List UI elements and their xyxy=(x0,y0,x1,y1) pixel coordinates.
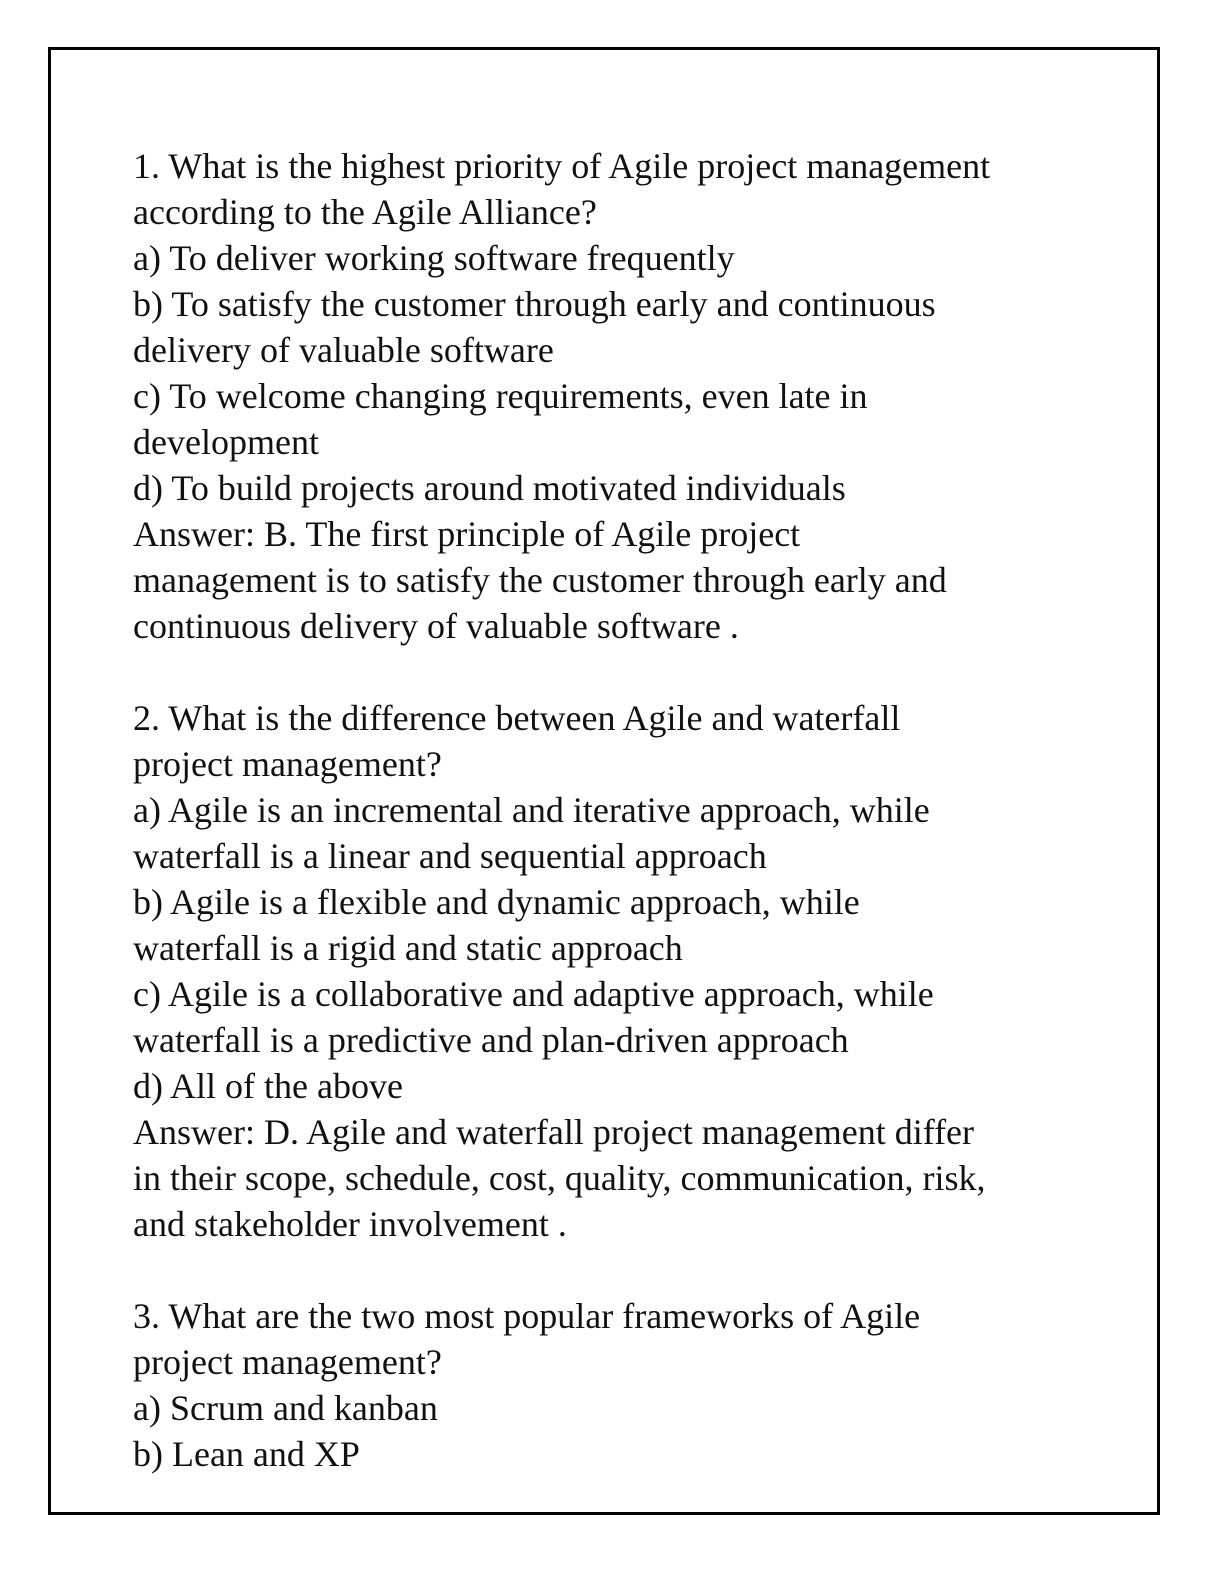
question-2-option-a-line-1: a) Agile is an incremental and iterative approach, while xyxy=(133,790,930,830)
paragraph-gap xyxy=(133,1247,1123,1293)
question-3-text-line-1: 3. What are the two most popular frameworks of Agile xyxy=(133,1296,921,1336)
question-1-option-b-line-1: b) To satisfy the customer through early and continuous xyxy=(133,284,936,324)
question-1-option-c-line-2: development xyxy=(133,422,319,462)
paragraph-gap xyxy=(133,649,1123,695)
quiz-content xyxy=(133,143,1123,1477)
question-block-2 xyxy=(133,695,1123,1247)
question-2-text-line-1: 2. What is the difference between Agile and waterfall xyxy=(133,698,901,738)
question-2-option-b-line-2: waterfall is a rigid and static approach xyxy=(133,928,683,968)
question-1-option-b-line-2: delivery of valuable software xyxy=(133,330,554,370)
question-2-option-a-line-2: waterfall is a linear and sequential approach xyxy=(133,836,767,876)
question-3-option-b: b) Lean and XP xyxy=(133,1434,360,1474)
question-2-option-d: d) All of the above xyxy=(133,1066,403,1106)
question-1-option-d: d) To build projects around motivated individuals xyxy=(133,468,846,508)
question-1-answer-line-2: management is to satisfy the customer through early and xyxy=(133,560,947,600)
question-3-text-line-2: project management? xyxy=(133,1342,442,1382)
question-2-option-c-line-1: c) Agile is a collaborative and adaptive approach, while xyxy=(133,974,934,1014)
question-1-answer-line-3: continuous delivery of valuable software . xyxy=(133,606,739,646)
question-2-answer-line-2: in their scope, schedule, cost, quality, communication, risk, xyxy=(133,1158,986,1198)
question-2-answer-line-1: Answer: D. Agile and waterfall project management differ xyxy=(133,1112,975,1152)
question-block-3 xyxy=(133,1293,1123,1477)
question-3-option-a: a) Scrum and kanban xyxy=(133,1388,438,1428)
question-1-text-line-1: 1. What is the highest priority of Agile project management xyxy=(133,146,991,186)
question-1-answer-line-1: Answer: B. The first principle of Agile project xyxy=(133,514,801,554)
question-1-option-c-line-1: c) To welcome changing requirements, even late in xyxy=(133,376,868,416)
question-2-option-b-line-1: b) Agile is a flexible and dynamic approach, while xyxy=(133,882,860,922)
question-1-text-line-2: according to the Agile Alliance? xyxy=(133,192,597,232)
question-2-text-line-2: project management? xyxy=(133,744,442,784)
question-1-option-a: a) To deliver working software frequently xyxy=(133,238,735,278)
question-block-1 xyxy=(133,143,1123,649)
question-2-answer-line-3: and stakeholder involvement . xyxy=(133,1204,567,1244)
question-2-option-c-line-2: waterfall is a predictive and plan-driven approach xyxy=(133,1020,849,1060)
